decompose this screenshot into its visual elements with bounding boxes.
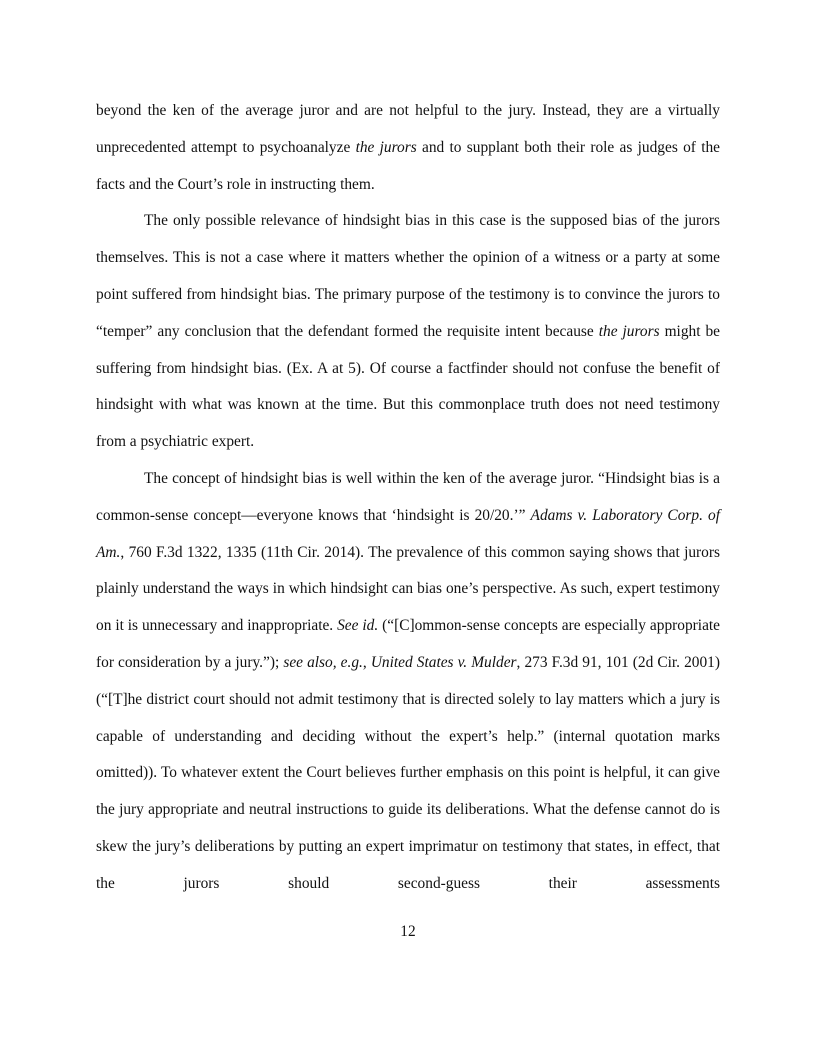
text-segment: , 760 F.3d 1322, 1335 (11th Cir. 2014). The prevalence of this common saying shows that jurors plainly understand the ways in which hindsight can bias one’s perspective. As such, expert testimony on it is unnecessary and inappropriate. (96, 543, 720, 635)
text-segment: might be suffering from hindsight bias. (Ex. A at 5). Of course a factfinder should not confuse the benefit of hindsight with what was known at the time. But this commonplace truth does not need testimony from a psychiatric expert. (96, 322, 720, 451)
italic-text-segment: see also, e.g. (283, 653, 363, 671)
italic-text-segment: the jurors (355, 138, 417, 156)
paragraph-1 (96, 93, 720, 203)
document-page (96, 93, 720, 903)
text-segment: , (362, 653, 371, 671)
text-segment: , 273 F.3d 91, 101 (2d Cir. 2001) (“[T]he district court should not admit testimony that is directed solely to lay matters which a jury is capable of understanding and deciding without the expert’s help.” (internal quotation marks omitted)). To whatever extent the Court believes further emphasis on this point is helpful, it can give the jury appropriate and neutral instructions to guide its deliberations. What the defense cannot do is skew the jury’s deliberations by putting an expert imprimatur on testimony that states, in effect, that the jurors should second-guess their assessments (96, 653, 720, 892)
text-segment: (“[C]ommon-sense concepts are especially appropriate for consideration by a jury.”); (96, 617, 721, 671)
page-number: 12 (400, 923, 416, 940)
italic-text-segment: See id. (337, 617, 379, 635)
text-segment: The concept of hindsight bias is well within the ken of the average juror. “Hindsight bias is a common-sense concept—everyone knows that ‘hindsight is 20/20.’” (96, 469, 720, 524)
text-segment: The only possible relevance of hindsight bias in this case is the supposed bias of the jurors themselves. This is not a case where it matters whether the opinion of a witness or a party at some point suffered from hindsight bias. The primary purpose of the testimony is to convince the jurors to “temper” any conclusion that the defendant formed the requisite intent because (96, 212, 720, 340)
text-segment: and to supplant both their role as judges of the facts and the Court’s role in instructing them. (96, 138, 720, 193)
italic-text-segment: Adams v. Laboratory Corp. of Am. (96, 506, 720, 561)
paragraph-2 (96, 203, 720, 461)
italic-text-segment: United States v. Mulder (370, 653, 517, 671)
text-segment: beyond the ken of the average juror and are not helpful to the jury. Instead, they are a virtually unprecedented attempt to psychoanalyze (96, 102, 720, 156)
paragraph-3 (96, 461, 720, 903)
italic-text-segment: the jurors (598, 322, 660, 340)
